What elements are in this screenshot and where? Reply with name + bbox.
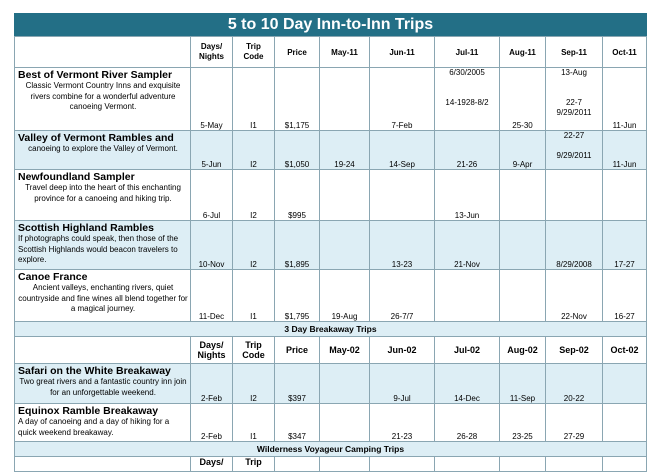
date-cell[interactable]: [370, 170, 435, 221]
header-month[interactable]: Sep-02: [546, 337, 603, 364]
header-row: [15, 457, 647, 472]
trip-code-cell[interactable]: I1: [233, 404, 275, 442]
trip-row: [15, 68, 647, 131]
date-cell[interactable]: 17-27: [603, 221, 647, 270]
trip-description-cell[interactable]: [15, 170, 191, 221]
trip-description-cell[interactable]: [15, 68, 191, 131]
trip-name: Equinox Ramble Breakaway: [18, 405, 159, 417]
header-month[interactable]: Jun-11: [370, 37, 435, 68]
days-nights-cell[interactable]: 10-Nov: [191, 221, 233, 270]
header-row: [15, 37, 647, 68]
date-cell[interactable]: 11-Jun: [603, 131, 647, 170]
price-cell[interactable]: $1,175: [275, 68, 320, 131]
header-blank[interactable]: [15, 457, 191, 472]
price-cell[interactable]: $1,795: [275, 270, 320, 322]
trip-code-cell[interactable]: I1: [233, 270, 275, 322]
trip-name: Valley of Vermont Rambles and: [18, 132, 174, 144]
header-row: [15, 337, 647, 364]
header-month[interactable]: Jul-11: [435, 37, 500, 68]
date-cell[interactable]: 26-28: [435, 404, 500, 442]
date-cell[interactable]: [320, 364, 370, 404]
days-nights-cell[interactable]: 6-Jul: [191, 170, 233, 221]
header-month[interactable]: Jun-02: [370, 337, 435, 364]
date-cell[interactable]: 7-Feb: [370, 68, 435, 131]
section-row: [15, 442, 647, 457]
date-cell[interactable]: 6/30/2005 14-1928-8/2: [435, 68, 500, 131]
days-nights-cell[interactable]: 5-May: [191, 68, 233, 131]
trip-name: Canoe France: [18, 271, 88, 283]
date-cell[interactable]: 21-26: [435, 131, 500, 170]
header-days-nights[interactable]: Days/ Nights: [191, 37, 233, 68]
trip-name: Newfoundland Sampler: [18, 171, 135, 183]
header-days-nights[interactable]: Days/ Nights: [191, 337, 233, 364]
header-month[interactable]: [603, 457, 647, 472]
trip-row: [15, 221, 647, 270]
date-cell[interactable]: 14-Sep: [370, 131, 435, 170]
date-cell[interactable]: 9-Apr: [500, 131, 546, 170]
date-cell[interactable]: 16-27: [603, 270, 647, 322]
date-cell[interactable]: 11-Jun: [603, 68, 647, 131]
header-month[interactable]: Aug-11: [500, 37, 546, 68]
header-month[interactable]: [546, 457, 603, 472]
trip-description: Travel deep into the heart of this enchanting province for a canoeing and hiking trip.: [25, 183, 181, 203]
date-cell[interactable]: 13-Jun: [435, 170, 500, 221]
price-cell[interactable]: $995: [275, 170, 320, 221]
trip-description: canoeing to explore the Valley of Vermont.: [28, 144, 178, 153]
header-price[interactable]: [275, 457, 320, 472]
trip-description-cell[interactable]: [15, 131, 191, 170]
date-cell[interactable]: 13-Aug 22-7 9/29/2011: [546, 68, 603, 131]
header-month[interactable]: [500, 457, 546, 472]
trip-code-cell[interactable]: I2: [233, 131, 275, 170]
price-cell[interactable]: $1,050: [275, 131, 320, 170]
trip-row: [15, 364, 647, 404]
trip-description-cell[interactable]: [15, 364, 191, 404]
header-month[interactable]: [320, 457, 370, 472]
header-trip-code[interactable]: Trip: [233, 457, 275, 472]
header-price[interactable]: Price: [275, 37, 320, 68]
trip-description-cell[interactable]: [15, 221, 191, 270]
date-cell[interactable]: [546, 170, 603, 221]
trip-name: Scottish Highland Rambles: [18, 222, 154, 234]
trip-row: [15, 131, 647, 170]
trip-description: Classic Vermont Country Inns and exquisite rivers combine for a wonderful adventure canoeing Vermont.: [25, 81, 181, 111]
trip-row: [15, 270, 647, 322]
days-nights-cell[interactable]: 5-Jun: [191, 131, 233, 170]
section-row: [15, 322, 647, 337]
date-cell[interactable]: 19-Aug: [320, 270, 370, 322]
days-nights-cell[interactable]: 11-Dec: [191, 270, 233, 322]
date-cell[interactable]: [320, 221, 370, 270]
header-month[interactable]: [370, 457, 435, 472]
date-cell[interactable]: 26-7/7: [370, 270, 435, 322]
trip-description: If photographs could speak, then those of the Scottish Highlands would beacon travelers to explore.: [18, 234, 179, 264]
date-cell[interactable]: 25-30: [500, 68, 546, 131]
trip-code-cell[interactable]: I2: [233, 221, 275, 270]
date-cell[interactable]: [500, 170, 546, 221]
header-month[interactable]: [435, 457, 500, 472]
date-cell[interactable]: 13-23: [370, 221, 435, 270]
header-month[interactable]: Aug-02: [500, 337, 546, 364]
date-cell[interactable]: 9-Jul: [370, 364, 435, 404]
section-title[interactable]: Wilderness Voyageur Camping Trips: [15, 442, 647, 457]
header-days-nights[interactable]: Days/: [191, 457, 233, 472]
date-cell[interactable]: 22-27 9/29/2011: [546, 131, 603, 170]
price-cell[interactable]: $397: [275, 364, 320, 404]
header-month[interactable]: Oct-02: [603, 337, 647, 364]
trip-code-cell[interactable]: I1: [233, 68, 275, 131]
section-title[interactable]: 3 Day Breakaway Trips: [15, 322, 647, 337]
date-cell[interactable]: [603, 170, 647, 221]
header-blank[interactable]: [15, 37, 191, 68]
trips-table: [14, 36, 647, 472]
trip-description: Two great rivers and a fantastic country inn join for an unforgettable weekend.: [19, 377, 187, 397]
header-month[interactable]: Jul-02: [435, 337, 500, 364]
date-cell[interactable]: [320, 404, 370, 442]
trip-code-cell[interactable]: I2: [233, 364, 275, 404]
date-cell[interactable]: 19-24: [320, 131, 370, 170]
header-trip-code[interactable]: Trip Code: [233, 37, 275, 68]
price-cell[interactable]: $347: [275, 404, 320, 442]
trip-description-cell[interactable]: [15, 270, 191, 322]
header-month[interactable]: Sep-11: [546, 37, 603, 68]
date-cell[interactable]: 27-29: [546, 404, 603, 442]
header-month[interactable]: May-11: [320, 37, 370, 68]
header-price[interactable]: Price: [275, 337, 320, 364]
trip-name: Safari on the White Breakaway: [18, 365, 171, 377]
date-cell[interactable]: 14-Dec: [435, 364, 500, 404]
date-cell[interactable]: [500, 221, 546, 270]
date-cell[interactable]: [320, 170, 370, 221]
date-cell[interactable]: 20-22: [546, 364, 603, 404]
date-cell[interactable]: [435, 270, 500, 322]
date-cell[interactable]: 21-Nov: [435, 221, 500, 270]
date-cell[interactable]: 23-25: [500, 404, 546, 442]
price-cell[interactable]: $1,895: [275, 221, 320, 270]
header-month[interactable]: May-02: [320, 337, 370, 364]
header-trip-code[interactable]: Trip Code: [233, 337, 275, 364]
date-cell[interactable]: [603, 404, 647, 442]
days-nights-cell[interactable]: 2-Feb: [191, 364, 233, 404]
trip-name: Best of Vermont River Sampler: [18, 69, 173, 81]
date-cell[interactable]: [500, 270, 546, 322]
trip-description-cell[interactable]: [15, 404, 191, 442]
date-cell[interactable]: 22-Nov: [546, 270, 603, 322]
days-nights-cell[interactable]: 2-Feb: [191, 404, 233, 442]
date-cell[interactable]: 21-23: [370, 404, 435, 442]
header-month[interactable]: Oct-11: [603, 37, 647, 68]
trip-row: [15, 404, 647, 442]
trip-description: Ancient valleys, enchanting rivers, quiet countryside and fine wines all blend together for a magical journey.: [18, 283, 188, 313]
date-cell[interactable]: [603, 364, 647, 404]
trip-row: [15, 170, 647, 221]
header-blank[interactable]: [15, 337, 191, 364]
trip-code-cell[interactable]: I2: [233, 170, 275, 221]
date-cell[interactable]: 11-Sep: [500, 364, 546, 404]
sheet-title: 5 to 10 Day Inn-to-Inn Trips: [14, 13, 647, 36]
date-cell[interactable]: 8/29/2008: [546, 221, 603, 270]
trip-description: A day of canoeing and a day of hiking for a quick weekend breakaway.: [18, 417, 170, 437]
date-cell[interactable]: [320, 68, 370, 131]
